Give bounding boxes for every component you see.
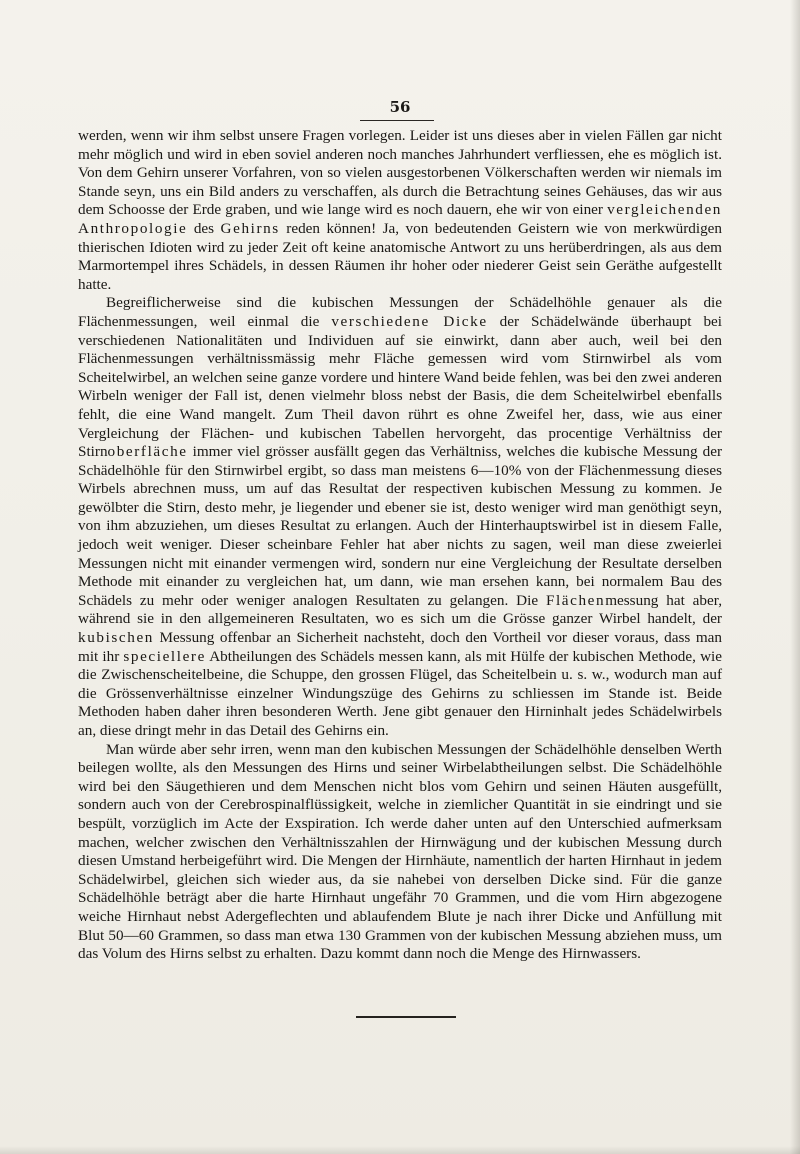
page-bottom-shadow bbox=[0, 1146, 800, 1154]
text-run: der Schädelwände überhaupt bei verschiedenen Nationalitäten und Individuen auf sie einwirkt, dann aber auch, weil bei den Flächenmessungen verhältnissmässig mehr Fläche gemessen wird vom Stirnwirbel als vom Scheitelwirbel, an welchen seine ganze vordere und hintere Wand beide fehlen, was bei den zwei anderen Wirbeln weniger der Fall ist, denen vielmehr bloss nebst der Basis, die dem Scheitelwirbel ebenfalls fehlt, die eine Wand mangelt. Zum Theil davon rührt es ohne Zweifel her, dass, wie aus einer Vergleichung der Flächen- und kubischen Tabellen hervorgeht, das procentige Verhältniss der Stirn bbox=[78, 312, 722, 461]
section-end-rule bbox=[356, 1016, 456, 1018]
paragraph bbox=[78, 294, 722, 740]
body-text bbox=[78, 127, 722, 964]
text-run: Begreiflicherweise sind die kubischen Messungen der Schädelhöhle genauer als die Flächenmessungen, weil einmal die bbox=[78, 294, 722, 330]
text-run: werden, wenn wir ihm selbst unsere Fragen vorlegen. Leider ist uns dieses aber in vielen Fällen gar nicht mehr möglich und wird in eben soviel anderen noch manches Jahrhundert verfliessen, ehe es möglich ist. Von dem Gehirn unserer Vorfahren, von so vielen ausgestorbenen Völkerschaften werden wir niemals im Stande seyn, uns ein Bild anders zu verschaffen, als durch die Betrachtung seines Gehäuses, das wir aus dem Schoosse der Erde graben, und wie lange wird es noch dauern, ehe wir von einer bbox=[78, 127, 722, 219]
page-edge-shadow bbox=[790, 0, 800, 1154]
text-run: Man würde aber sehr irren, wenn man den kubischen Messungen der Schädelhöhle denselben Werth beilegen wollte, als den Messungen des Hirns und seiner Wirbelabtheilungen selbst. Die Schädelhöhle wird bei den Säugethieren und dem Menschen nicht blos vom Gehirn und seinen Häuten ausgefüllt, sondern auch von der Cerebrospinalflüssigkeit, welche in ziemlicher Quantität in sie eindringt und sie bespült, vorzüglich im Acte der Exspiration. Ich werde daher unten auf den Unterschied aufmerksam machen, welcher zwischen den Verhältnisszahlen der Hirnwägung und der kubischen Messung durch diesen Umstand herbeigeführt wird. Die Mengen der Hirnhäute, namentlich der harten Hirnhaut in jedem Schädelwirbel, gleichen sich wieder aus, da sie nahebei von derselben Dicke sind. Für die ganze Schädelhöhle beträgt aber die harte Hirnhaut ungefähr 70 Grammen, und die vom Hirn abgezogene weiche Hirnhaut nebst Adergeflechten und ablaufendem Blute je nach ihrer Dicke und Anfüllung mit Blut 50—60 Grammen, so dass man etwa 130 Grammen von der kubischen Messung abziehen muss, um das Volum des Hirns selbst zu erhalten. Dazu kommt dann noch die Menge des Hirnwassers. bbox=[78, 740, 722, 963]
paragraph bbox=[78, 127, 722, 294]
emphasized-term: speciellere bbox=[123, 647, 206, 665]
emphasized-term: verschiedene Dicke bbox=[331, 312, 488, 330]
text-run: des bbox=[187, 219, 221, 237]
header-rule bbox=[360, 120, 434, 121]
text-run: Abtheilungen des Schädels messen kann, als mit Hülfe der kubischen Methode, wie die Zwischenscheitelbeine, die Schuppe, den grossen Flügel, das Scheitelbein u. s. w., wodurch man auf die Grössenverhältnisse einzelner Windungszüge des Gehirns zu schliessen im Stande ist. Beide Methoden haben daher ihren besonderen Werth. Jene gibt genauer den Hirninhalt jedes Schädelwirbels an, diese dringt mehr in das Detail des Gehirns ein. bbox=[78, 647, 722, 739]
page-number: 56 bbox=[389, 98, 411, 116]
emphasized-term: Flächen bbox=[545, 591, 606, 609]
emphasized-term: vergleichenden Anthropologie bbox=[78, 201, 722, 237]
paragraph bbox=[78, 741, 722, 964]
text-run: messung hat aber, während sie in den allgemeineren Resultaten, wo es sich um die Grösse ganzer Wirbel handelt, der bbox=[78, 591, 722, 628]
emphasized-term: kubischen bbox=[78, 629, 154, 647]
emphasized-term: oberfläche bbox=[107, 443, 188, 461]
text-run: immer viel grösser ausfällt gegen das Verhältniss, welches die kubische Messung der Schädelhöhle für den Stirnwirbel ergibt, so dass man meistens 6—10% von der Flächenmessung dieses Wirbels abrechnen muss, um auf das Resultat der respectiven kubischen Messung zu kommen. Je gewölbter die Stirn, desto mehr, je liegender und ebener sie ist, desto weniger wird man genöthigt seyn, von ihm abzuziehen, um dieses Resultat zu erlangen. Auch der Hinterhauptswirbel ist in diesem Falle, jedoch weit weniger. Dieser scheinbare Fehler hat aber nichts zu sagen, weil man diese zweierlei Messungen nicht mit einander vermengen wird, sondern nur eine Vergleichung der Resultate derselben Methode mit einander zu vergleichen hat, um dann, wie man ersehen kann, bei normalem Bau des Schädels zu mehr oder weniger analogen Resultaten zu gelangen. Die bbox=[78, 443, 722, 609]
emphasized-term: Gehirns bbox=[220, 219, 280, 237]
text-run: Messung offenbar an Sicherheit nachsteht, doch den Vortheil vor dieser voraus, dass man mit ihr bbox=[78, 629, 722, 665]
text-run: reden können! Ja, von bedeutenden Geistern wie von merkwürdigen thierischen Idioten wird zu jeder Zeit oft keine anatomische Antwort zu uns herüberdringen, als aus dem Marmortempel ihres Schädels, in dessen Räumen ihr hoher oder niederer Geist sein Geräthe aufgestellt hatte. bbox=[78, 219, 723, 293]
